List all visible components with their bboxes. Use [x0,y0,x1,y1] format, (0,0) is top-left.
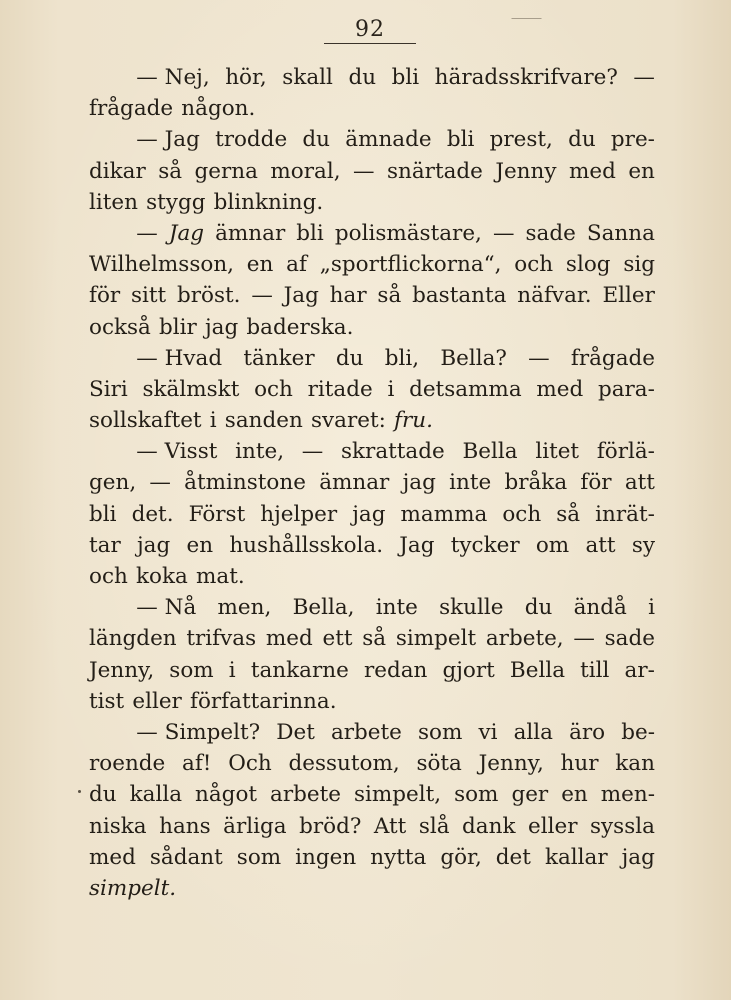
word: — [251,283,273,309]
word: hans [159,813,211,839]
word: Siri [89,376,128,402]
word: du [568,127,596,153]
text-line [89,655,655,686]
word: skälmskt [142,376,240,402]
word: koka [136,564,188,589]
text-line [89,343,655,374]
text-line [89,748,655,779]
text-line [89,405,655,436]
corner-fold-mark [493,0,542,19]
body-text [89,62,655,904]
word: arbete [330,719,402,745]
word: inte, [235,439,285,465]
word: bröd? [299,813,362,839]
word: simpelt [395,626,477,652]
word: du [524,595,553,621]
word: Bella? [440,345,507,371]
word: sollskaftet [89,408,202,434]
word: — [149,470,171,496]
word: en [628,158,655,184]
word: redan [363,657,428,683]
word: bli, [384,345,420,371]
word: litet [535,439,580,465]
word: för [580,470,612,496]
word: eller [132,688,182,714]
word: inte [449,470,492,496]
word: — Simpelt? [136,719,261,745]
word: Jag [168,220,205,246]
word: ämnar [215,220,286,246]
word: med [536,376,584,402]
word: har [329,283,367,309]
word: Först [188,501,246,527]
word: dessutom, [288,751,400,777]
word: — [353,158,375,184]
text-line [89,561,655,592]
word: dikar [89,158,146,184]
word: ger [511,782,549,808]
word: — [301,439,324,465]
text-line [89,93,655,124]
word: ärliga [223,813,287,839]
word: snärtade [386,158,483,184]
word: jag [402,470,436,496]
word: hjelper [260,501,338,527]
word: para- [597,376,655,402]
word: med [89,844,136,870]
word: arbete, [485,626,564,652]
word: någon. [181,96,256,122]
word: så [377,283,402,309]
word: du [89,782,117,808]
word: som [169,657,214,683]
word: kan [615,751,655,777]
word: sy [631,532,655,558]
word: gör, [440,844,482,870]
word: Bella [509,657,566,683]
text-line [89,187,655,218]
word: förlä- [596,439,655,465]
page-number: 92 [355,17,385,42]
ink-speck [78,790,81,793]
word: så [158,158,183,184]
word: sade [604,626,655,652]
word: bli [296,220,324,246]
word: ett [322,626,353,652]
word: Jenny [495,158,557,184]
word: arbete [270,782,341,808]
word: — [492,220,515,246]
word: gjort [442,657,495,683]
word: frågade [570,345,655,371]
word: pre- [610,127,655,153]
word: i [648,595,655,621]
word: af! [182,751,212,777]
text-line [89,156,655,187]
word: mamma [400,501,488,527]
word: du [348,65,377,90]
word: en [246,252,274,278]
word: — Hvad [136,345,223,371]
word: hör, [225,65,267,90]
text-line [89,62,655,93]
word: ar- [624,657,655,683]
word: och [514,252,554,278]
word: Eller [602,283,655,309]
word: bli [446,127,475,153]
word: som [236,844,282,870]
word: söta [416,751,462,777]
word: för [89,283,121,309]
word: trifvas [186,626,257,652]
word: i [387,376,395,402]
word: om [535,532,570,558]
word: blinkning. [213,189,324,215]
word: bråka [504,470,568,496]
word: skulle [439,595,504,621]
word: niska [89,813,147,839]
word: med [568,158,616,184]
text-line [89,779,655,810]
text-line [89,842,655,873]
word: stygg [146,189,206,215]
word: ingen [295,844,357,870]
word: sitt [131,283,167,309]
text-line [89,873,655,904]
word: — [573,626,595,652]
word: kalla [129,782,183,808]
word: bli [89,501,117,527]
word: — [136,220,158,246]
word: — Nej, [136,65,210,90]
word: att [585,532,616,558]
word: simpelt. [89,875,177,901]
word: längden [89,626,177,652]
word: sanden [224,408,303,434]
word: jag [204,314,239,340]
text-line [89,280,655,311]
word: ritade [307,376,373,402]
word: som [418,719,463,745]
word: trodde [215,127,288,153]
word: Jag [399,532,435,558]
word: så [362,626,387,652]
word: men- [600,782,655,808]
word: något [195,782,258,808]
word: en [186,532,214,558]
word: det [495,844,531,870]
word: Sanna [586,220,655,246]
word: mat. [195,564,245,589]
word: hushållsskola. [229,532,384,558]
word: som [454,782,499,808]
text-line [89,374,655,405]
word: Wilhelmsson, [89,252,234,278]
text-line [89,686,655,717]
word: bastanta [412,283,507,309]
word: frågade [89,96,174,122]
text-line [89,218,655,249]
word: — [528,345,550,371]
word: att [624,470,655,496]
word: alla [513,719,553,745]
word: skrattade [341,439,445,465]
word: be- [621,719,655,745]
word: hur [560,751,599,777]
word: Det [276,719,315,745]
text-line [89,124,655,155]
word: åtminstone [184,470,306,496]
word: jag [137,532,171,558]
word: inrät- [595,501,655,527]
word: Jenny, [89,657,155,683]
word: du [302,127,331,153]
text-line [89,592,655,623]
word: i [228,657,236,683]
word: slog [565,252,611,278]
word: fru. [394,408,433,434]
word: i [209,408,217,434]
word: prest, [489,127,553,153]
word: af [286,252,307,278]
word: och [502,501,542,527]
word: detsamma [409,376,522,402]
word: också [89,314,151,340]
word: kallar [544,844,608,870]
word: jag [621,844,655,870]
text-line [89,717,655,748]
word: „sportflickorna“, [319,252,502,278]
word: dank [462,813,516,839]
word: sig [623,252,655,278]
word: bröst. [177,283,241,309]
word: simpelt, [353,782,442,808]
word: äro [569,719,606,745]
word: eller [528,813,578,839]
word: liten [89,189,138,215]
word: — Visst [136,439,218,465]
text-line [89,467,655,498]
word: Och [228,751,272,777]
word: roende [89,751,166,777]
word: jag [352,501,386,527]
word: — Nå [136,595,197,621]
word: det. [131,501,174,527]
word: Att [373,813,407,839]
word: tar [89,532,121,558]
word: sade [525,220,576,246]
word: Bella, [292,595,355,621]
word: tankarne [250,657,349,683]
word: gen, [89,470,137,496]
text-line [89,312,655,343]
word: häradsskrifvare? [434,65,618,90]
text-line [89,249,655,280]
text-line [89,499,655,530]
word: syssla [590,813,655,839]
word: Jag [283,283,319,309]
word: bli [391,65,420,90]
word: du [335,345,364,371]
word: polismästare, [334,220,482,246]
word: så [556,501,581,527]
word: svaret: [310,408,386,434]
word: en [561,782,588,808]
word: nytta [370,844,427,870]
word: tist [89,688,125,714]
word: men, [217,595,272,621]
word: tycker [450,532,520,558]
word: med [265,626,313,652]
word: gerna [194,158,258,184]
word: ämnade [345,127,432,153]
header-rule [324,43,416,44]
text-line [89,623,655,654]
word: ändå [573,595,627,621]
word: slå [418,813,450,839]
word: tänker [243,345,315,371]
word: skall [282,65,333,90]
word: författarinna. [190,688,337,714]
word: näfvar. [517,283,592,309]
text-line [89,436,655,467]
word: — Jag [136,127,200,153]
word: — [633,65,655,90]
word: Jenny, [478,751,544,777]
word: blir [159,314,197,340]
word: inte [375,595,418,621]
word: till [580,657,610,683]
word: sådant [149,844,223,870]
text-line [89,530,655,561]
word: ämnar [319,470,390,496]
word: moral, [270,158,341,184]
word: baderska. [246,314,354,340]
word: Bella [462,439,518,465]
word: vi [478,719,498,745]
word: och [254,376,293,402]
word: och [89,564,128,589]
text-line [89,811,655,842]
